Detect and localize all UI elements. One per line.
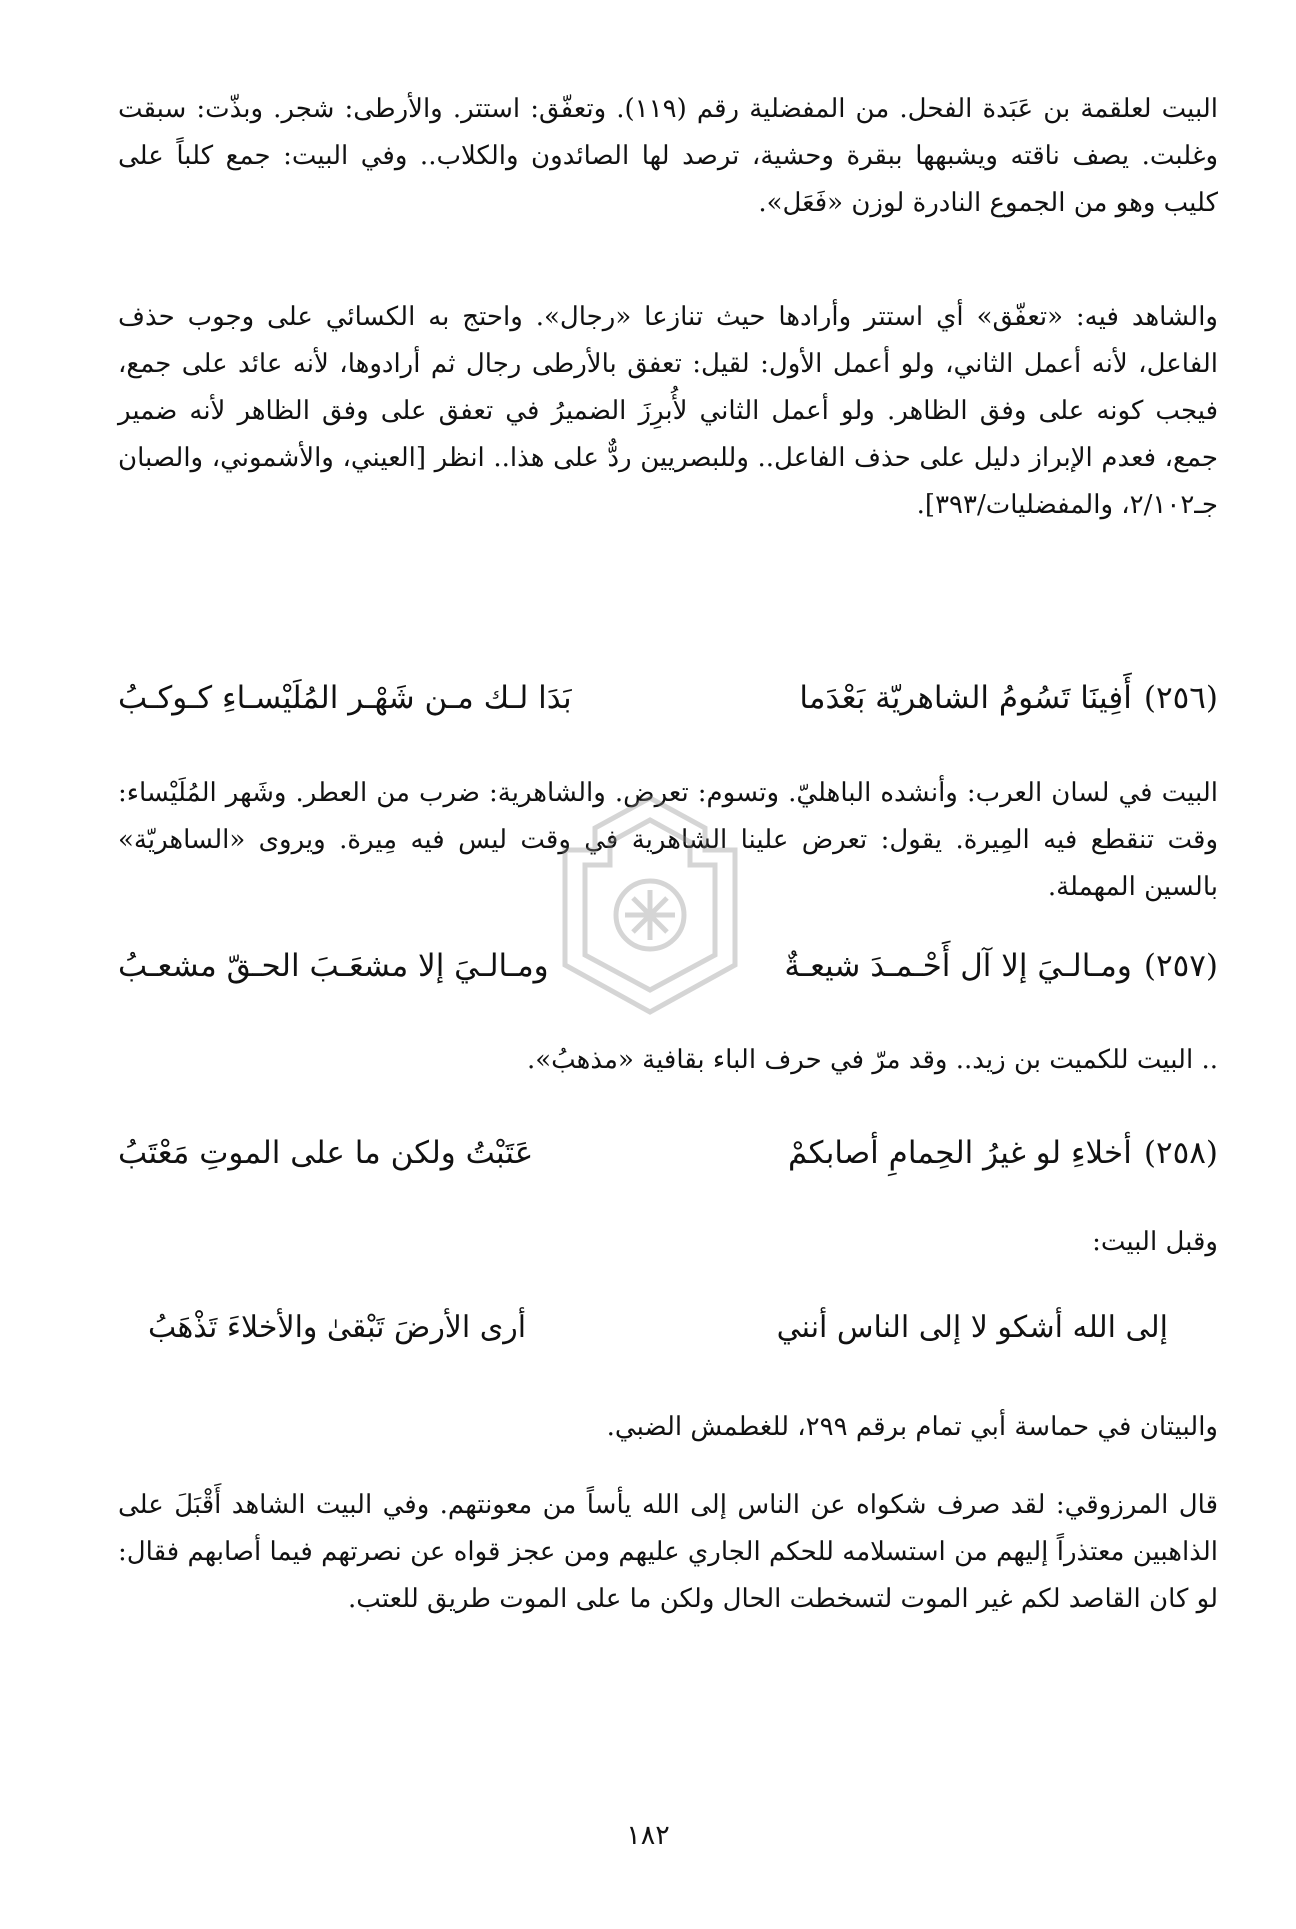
commentary-paragraph-256: البيت في لسان العرب: وأنشده الباهليّ. وتسوم: تعرض. والشاهرية: ضرب من العطر. وشَهر المُلَيْساء: وقت تنقطع فيه المِيرة. يقول: تعرض علينا الشاهرية في وقت ليس فيه مِيرة. ويروى «الساهريّة» بالسين المهملة. (118, 778, 1218, 902)
verse-second-hemistich: بَدَا لـك مـن شَهْـر المُلَيْسـاءِ كـوكـبُ (118, 680, 572, 716)
verse-second-hemistich: عَتَبْتُ ولكن ما على الموتِ مَعْتَبُ (118, 1135, 534, 1171)
verse-258 (118, 1135, 1218, 1171)
commentary-paragraph-marzouqi: قال المرزوقي: لقد صرف شكواه عن الناس إلى الله يأساً من معونتهم. وفي البيت الشاهد أَقْبَلَ على الذاهبين معتذراً إليهم من استسلامه للحكم الجاري عليهم ومن عجز قواه عن نصرتهم فيما أصابهم فقال: لو كان القاصد لكم غير الموت لتسخطت الحال ولكن ما على الموت طريق للعتب. (118, 1490, 1218, 1614)
source-note: والبيتان في حماسة أبي تمام برقم ٢٩٩، للغطمش الضبي. (606, 1412, 1218, 1442)
verse-number: (٢٥٨) (1143, 1135, 1218, 1171)
verse-257 (118, 948, 1218, 984)
prior-verse-label: وقبل البيت: (1092, 1227, 1218, 1257)
commentary-paragraph-257: .. البيت للكميت بن زيد.. وقد مرّ في حرف الباء بقافية «مذهبُ». (526, 1045, 1218, 1075)
verse-256 (118, 680, 1218, 716)
commentary-paragraph-poet: البيت لعلقمة بن عَبَدة الفحل. من المفضلية رقم (١١٩). وتعفّق: استتر. والأرطى: شجر. وبذّت: سبقت وغلبت. يصف ناقته ويشبهها ببقرة وحشية، ترصد لها الصائدون والكلاب.. وفي البيت: جمع كلباً على كليب وهو من الجموع النادرة لوزن «فَعَل». (118, 94, 1218, 218)
verse-number: (٢٥٧) (1143, 948, 1218, 984)
verse-second-hemistich: أرى الأرضَ تَبْقىٰ والأخلاءَ تَذْهَبُ (148, 1310, 527, 1345)
commentary-paragraph-evidence: والشاهد فيه: «تعفّق» أي استتر وأرادها حيث تنازعا «رجال». واحتج به الكسائي على وجوب حذف الفاعل، لأنه أعمل الثاني، ولو أعمل الأول: لقيل: تعفق بالأرطى رجال ثم أرادوها، لأنه عائد على جمع، فيجب كونه على وفق الظاهر. ولو أعمل الثاني لأُبرِزَ الضميرُ في تعفق على وفق الظاهر لأنه ضمير جمع، فعدم الإبراز دليل على حذف الفاعل.. وللبصريين ردٌّ على هذا.. انظر [العيني، والأشموني، والصبان جـ٢/١٠٢، والمفضليات/٣٩٣]. (118, 302, 1218, 520)
prior-verse (148, 1310, 1168, 1345)
verse-first-hemistich: أخلاءِ لو غيرُ الحِمامِ أصابكمْ (788, 1135, 1132, 1171)
page-number: ١٨٢ (626, 1820, 670, 1851)
verse-first-hemistich: أَفِينَا تَسُومُ الشاهريّة بَعْدَما (799, 680, 1132, 716)
verse-first-hemistich: إلى الله أشكو لا إلى الناس أنني (776, 1310, 1168, 1345)
verse-number: (٢٥٦) (1143, 680, 1218, 716)
verse-first-hemistich: ومـالـيَ إلا آل أَحْـمـدَ شيعـةٌ (784, 948, 1132, 984)
library-seal-icon (545, 790, 755, 1020)
verse-second-hemistich: ومـالـيَ إلا مشعَـبَ الحـقّ مشعـبُ (118, 948, 549, 984)
